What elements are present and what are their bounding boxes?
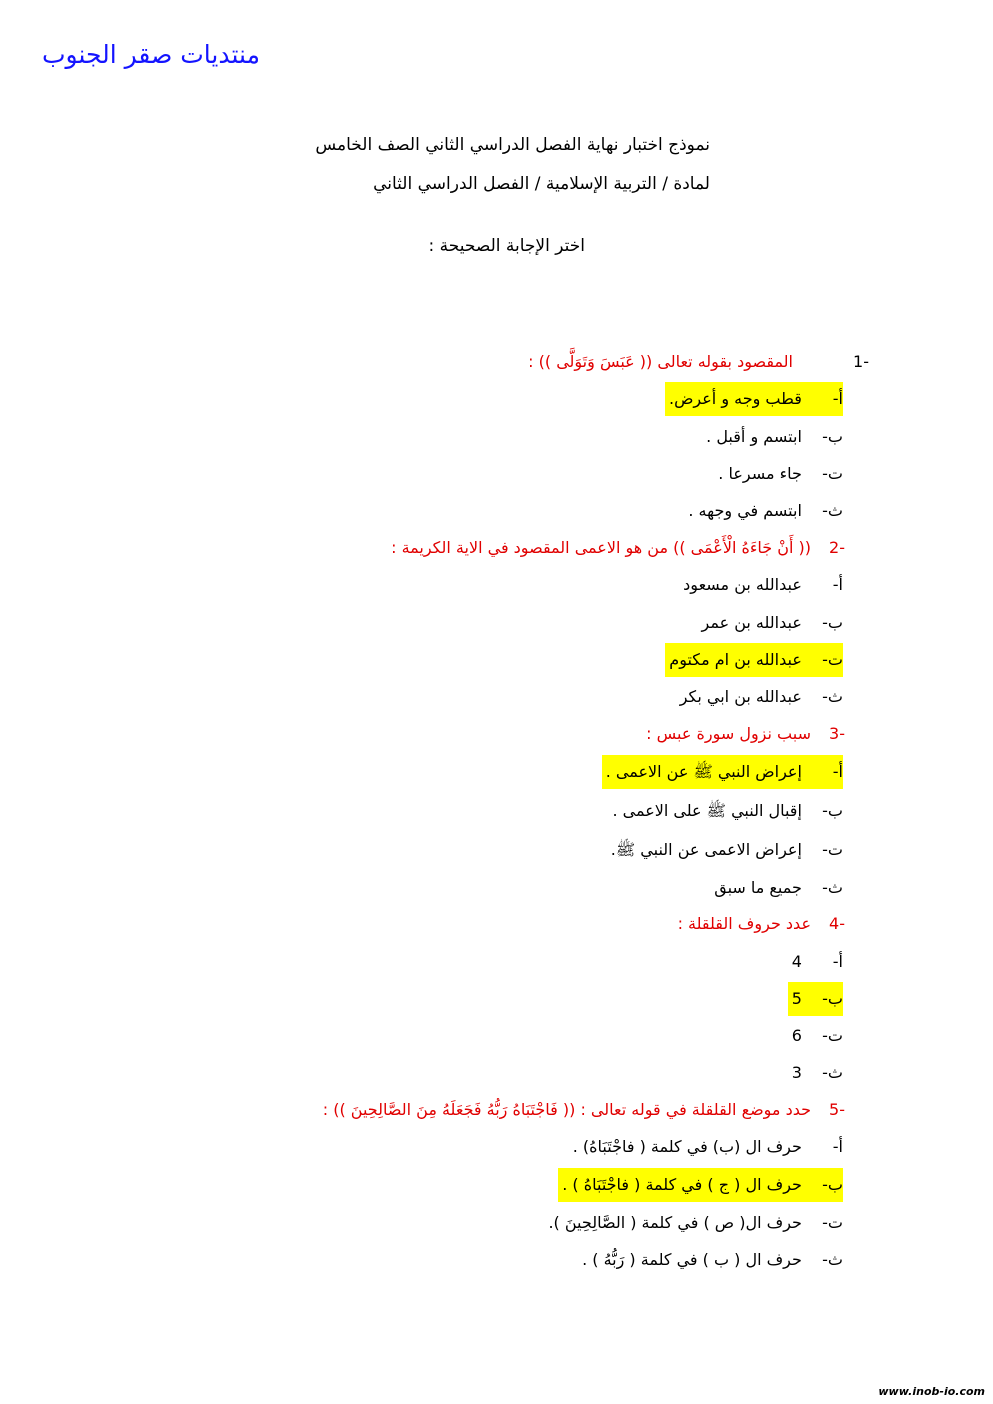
option-3-c <box>611 833 843 867</box>
option-text: حرف ال ( ج ) في كلمة ( فاجْتَبَاهُ ) . <box>562 1175 802 1194</box>
option-text: إعراض النبي ﷺ عن الاعمى . <box>605 762 802 781</box>
option-text: حرف ال ( ب ) في كلمة ( رَبُّهُ ) . <box>582 1250 802 1269</box>
option-2-a <box>683 568 843 602</box>
exam-title <box>260 126 710 204</box>
option-text: حرف ال( ص ) في كلمة ( الصَّالِحِينَ ). <box>548 1213 802 1232</box>
option-text: جميع ما سبق <box>714 878 802 897</box>
exam-title-line-1: نموذج اختبار نهاية الفصل الدراسي الثاني الصف الخامس <box>315 135 710 155</box>
option-letter: ت- <box>822 650 843 669</box>
option-4-a <box>792 945 843 979</box>
option-2-b <box>702 606 844 640</box>
question-1 <box>525 344 869 380</box>
option-2-c <box>665 643 843 677</box>
option-text: 3 <box>791 1063 802 1082</box>
option-text: قطب وجه و أعرض. <box>668 389 802 408</box>
option-4-d <box>792 1056 843 1090</box>
option-3-b <box>612 794 843 828</box>
option-letter: ث- <box>822 687 843 706</box>
option-5-a <box>573 1130 843 1164</box>
exam-title-line-2: لمادة / التربية الإسلامية / الفصل الدراسي الثاني <box>373 174 710 194</box>
question-number: -4 <box>829 914 845 933</box>
option-5-c <box>548 1206 843 1240</box>
option-4-b <box>788 982 843 1016</box>
option-letter: ت- <box>822 840 843 859</box>
forum-brand-title: منتديات صقر الجنوب <box>42 40 260 69</box>
option-1-a <box>665 382 843 416</box>
option-text: عبدالله بن ام مكتوم <box>669 650 802 669</box>
question-3 <box>635 716 845 752</box>
option-text: حرف ال (ب) في كلمة ( فاجْتَبَاهُ) . <box>572 1137 802 1156</box>
option-letter: ث- <box>822 1063 843 1082</box>
option-text: 4 <box>791 952 802 971</box>
question-number: -1 <box>853 352 869 371</box>
question-4 <box>645 906 845 942</box>
option-text: عبدالله بن مسعود <box>683 575 802 594</box>
option-text: ابتسم في وجهه . <box>688 501 802 520</box>
option-text: جاء مسرعا . <box>718 464 802 483</box>
question-number: -5 <box>829 1100 845 1119</box>
option-3-d <box>714 871 843 905</box>
footer-website-link[interactable]: www.inob-io.com <box>878 1385 985 1398</box>
option-letter: أ- <box>832 952 843 971</box>
option-letter: ث- <box>822 1250 843 1269</box>
option-1-d <box>688 494 843 528</box>
question-2 <box>375 530 845 566</box>
question-number: -2 <box>829 538 845 557</box>
option-1-b <box>706 420 843 454</box>
question-5 <box>275 1092 845 1128</box>
question-text: حدد موضع القلقلة في قوله تعالى : (( فَاجْتَبَاهُ رَبُّهُ فَجَعَلَهُ مِنَ الصَّالِحِينَ )) : <box>322 1100 811 1119</box>
option-letter: ب- <box>822 801 843 820</box>
option-letter: ب- <box>822 1175 843 1194</box>
option-text: إعراض الاعمى عن النبي ﷺ. <box>610 840 802 859</box>
option-letter: ث- <box>822 878 843 897</box>
option-letter: ب- <box>822 427 843 446</box>
option-4-c <box>792 1019 843 1053</box>
option-letter: أ- <box>832 762 843 781</box>
option-letter: ت- <box>822 464 843 483</box>
option-text: عبدالله بن عمر <box>701 613 802 632</box>
question-text: عدد حروف القلقلة : <box>677 914 811 933</box>
option-letter: أ- <box>832 389 843 408</box>
option-2-d <box>680 680 843 714</box>
option-letter: ب- <box>822 989 843 1008</box>
option-letter: أ- <box>832 575 843 594</box>
option-text: 6 <box>791 1026 802 1045</box>
question-text: (( أَنْ جَاءَهُ الْأَعْمَى )) من هو الاعمى المقصود في الاية الكريمة : <box>391 538 811 557</box>
instruction: اختر الإجابة الصحيحة : <box>428 236 585 256</box>
option-text: إقبال النبي ﷺ على الاعمى . <box>612 801 802 820</box>
option-5-b <box>558 1168 843 1202</box>
option-text: 5 <box>791 989 802 1008</box>
option-5-d <box>582 1243 843 1277</box>
option-letter: ت- <box>822 1026 843 1045</box>
option-text: ابتسم و أقبل . <box>706 427 802 446</box>
option-letter: ث- <box>822 501 843 520</box>
option-letter: ت- <box>822 1213 843 1232</box>
option-letter: ب- <box>822 613 843 632</box>
option-letter: أ- <box>832 1137 843 1156</box>
question-text: سبب نزول سورة عبس : <box>646 724 811 743</box>
question-number: -3 <box>829 724 845 743</box>
option-text: عبدالله بن ابي بكر <box>679 687 802 706</box>
option-3-a <box>602 755 843 789</box>
question-text: المقصود بقوله تعالى (( عَبَسَ وَتَوَلَّى )) : <box>528 352 793 371</box>
option-1-c <box>718 457 843 491</box>
